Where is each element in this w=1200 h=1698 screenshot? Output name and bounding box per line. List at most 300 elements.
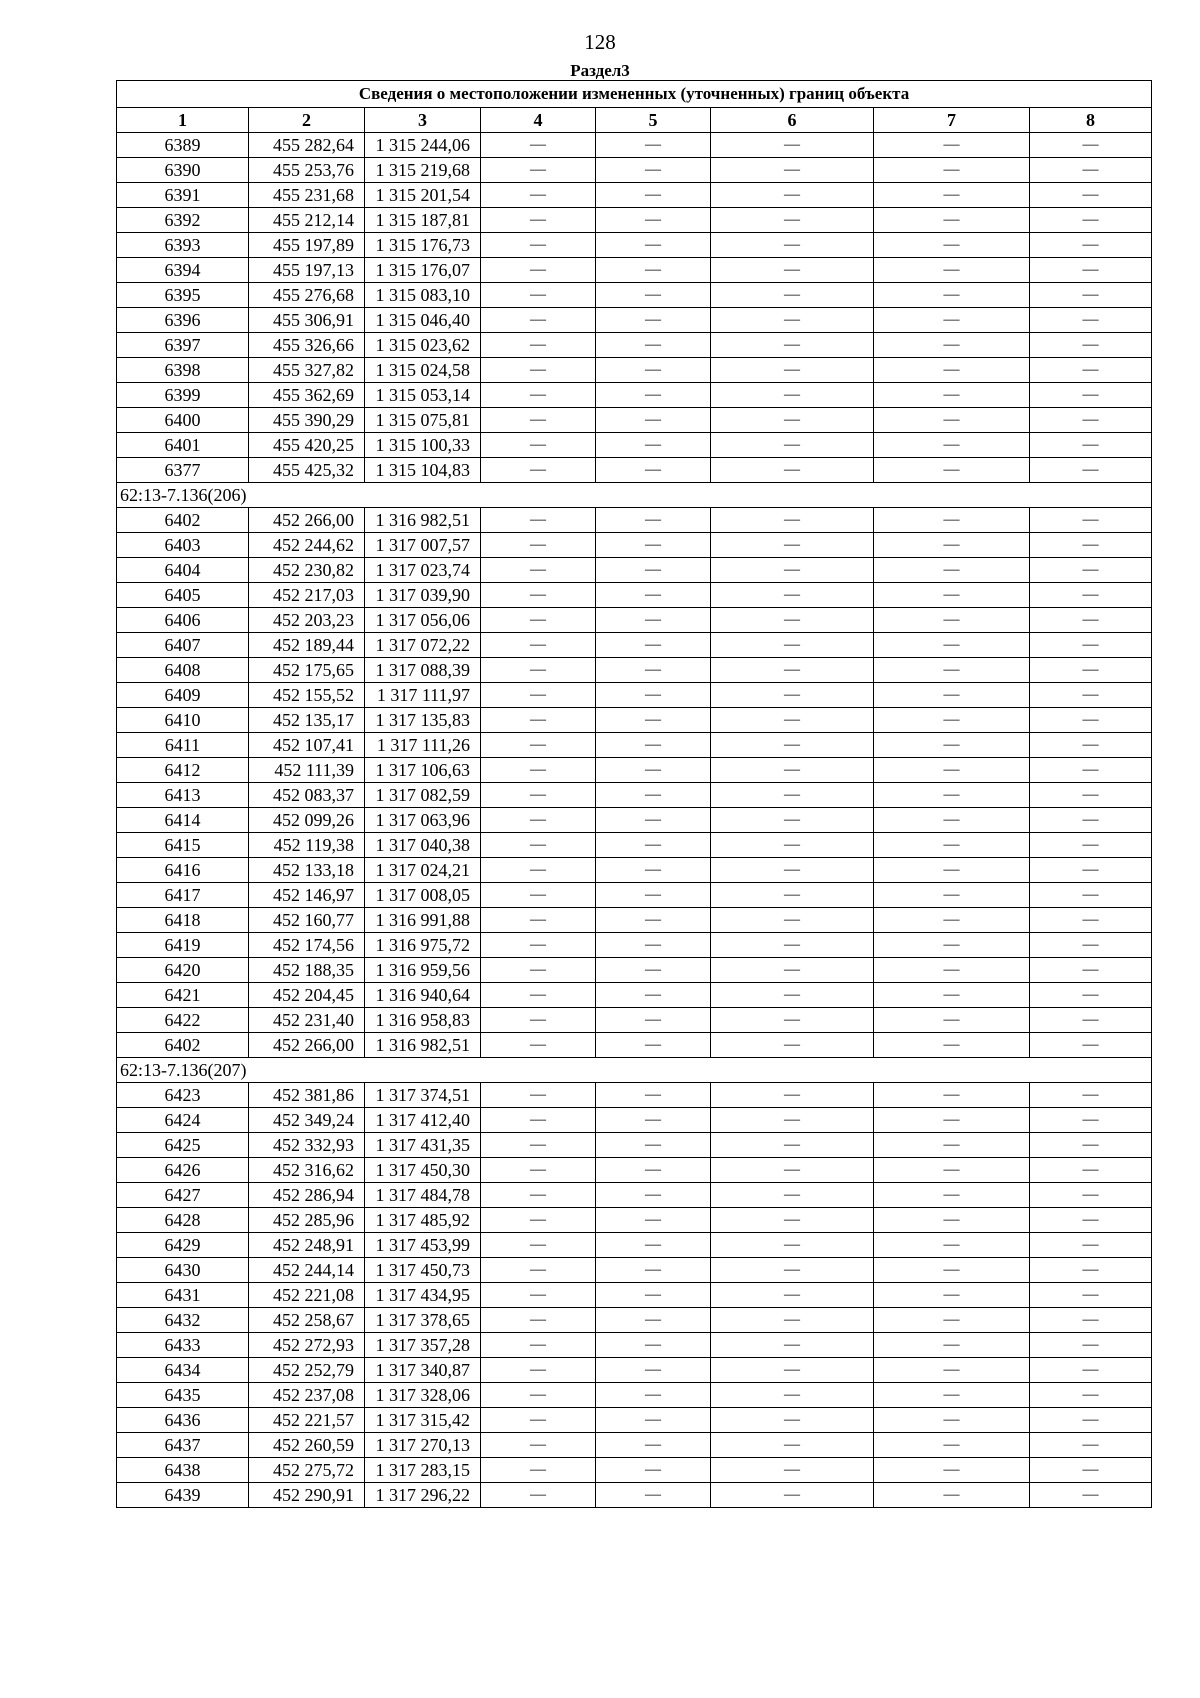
empty-value-cell: — — [481, 1033, 596, 1058]
y-coordinate-cell: 1 317 450,73 — [365, 1258, 481, 1283]
empty-value-cell: — — [596, 1458, 711, 1483]
empty-value-cell: — — [711, 1008, 874, 1033]
empty-value-cell: — — [596, 208, 711, 233]
empty-value-cell: — — [1030, 1308, 1152, 1333]
x-coordinate-cell: 452 221,57 — [249, 1408, 365, 1433]
empty-value-cell: — — [711, 833, 874, 858]
empty-value-cell: — — [874, 183, 1030, 208]
empty-value-cell: — — [874, 1333, 1030, 1358]
empty-value-cell: — — [481, 1258, 596, 1283]
x-coordinate-cell: 452 332,93 — [249, 1133, 365, 1158]
empty-value-cell: — — [481, 983, 596, 1008]
y-coordinate-cell: 1 315 187,81 — [365, 208, 481, 233]
table-row — [117, 408, 1152, 433]
x-coordinate-cell: 455 282,64 — [249, 133, 365, 158]
empty-value-cell: — — [711, 158, 874, 183]
table-row — [117, 758, 1152, 783]
x-coordinate-cell: 452 381,86 — [249, 1083, 365, 1108]
empty-value-cell: — — [1030, 583, 1152, 608]
empty-value-cell: — — [1030, 908, 1152, 933]
empty-value-cell: — — [874, 283, 1030, 308]
empty-value-cell: — — [481, 1308, 596, 1333]
empty-value-cell: — — [596, 1358, 711, 1383]
empty-value-cell: — — [481, 758, 596, 783]
empty-value-cell: — — [711, 433, 874, 458]
empty-value-cell: — — [1030, 1183, 1152, 1208]
point-number-cell: 6399 — [117, 383, 249, 408]
empty-value-cell: — — [1030, 1158, 1152, 1183]
table-row — [117, 858, 1152, 883]
empty-value-cell: — — [711, 708, 874, 733]
empty-value-cell: — — [711, 608, 874, 633]
x-coordinate-cell: 452 260,59 — [249, 1433, 365, 1458]
point-number-cell: 6413 — [117, 783, 249, 808]
empty-value-cell: — — [481, 1133, 596, 1158]
empty-value-cell: — — [874, 833, 1030, 858]
empty-value-cell: — — [1030, 1383, 1152, 1408]
table-row — [117, 833, 1152, 858]
empty-value-cell: — — [874, 333, 1030, 358]
table-row — [117, 708, 1152, 733]
empty-value-cell: — — [481, 1208, 596, 1233]
page-number: 128 — [584, 30, 616, 54]
x-coordinate-cell: 452 221,08 — [249, 1283, 365, 1308]
x-coordinate-cell: 452 316,62 — [249, 1158, 365, 1183]
empty-value-cell: — — [596, 433, 711, 458]
point-number-cell: 6400 — [117, 408, 249, 433]
empty-value-cell: — — [596, 583, 711, 608]
group-label: 62:13-7.136(206) — [117, 483, 1152, 508]
empty-value-cell: — — [1030, 133, 1152, 158]
empty-value-cell: — — [1030, 358, 1152, 383]
empty-value-cell: — — [874, 1083, 1030, 1108]
y-coordinate-cell: 1 315 083,10 — [365, 283, 481, 308]
empty-value-cell: — — [711, 1233, 874, 1258]
column-header: 1 — [117, 108, 249, 133]
y-coordinate-cell: 1 315 023,62 — [365, 333, 481, 358]
point-number-cell: 6432 — [117, 1308, 249, 1333]
empty-value-cell: — — [596, 358, 711, 383]
y-coordinate-cell: 1 316 958,83 — [365, 1008, 481, 1033]
empty-value-cell: — — [596, 1008, 711, 1033]
point-number-cell: 6434 — [117, 1358, 249, 1383]
empty-value-cell: — — [711, 683, 874, 708]
table-head — [117, 81, 1152, 133]
point-number-cell: 6436 — [117, 1408, 249, 1433]
empty-value-cell: — — [874, 958, 1030, 983]
y-coordinate-cell: 1 317 378,65 — [365, 1308, 481, 1333]
point-number-cell: 6401 — [117, 433, 249, 458]
x-coordinate-cell: 452 217,03 — [249, 583, 365, 608]
table-row — [117, 433, 1152, 458]
empty-value-cell: — — [481, 1283, 596, 1308]
table-row — [117, 1233, 1152, 1258]
empty-value-cell: — — [711, 183, 874, 208]
x-coordinate-cell: 452 248,91 — [249, 1233, 365, 1258]
empty-value-cell: — — [596, 833, 711, 858]
x-coordinate-cell: 455 253,76 — [249, 158, 365, 183]
empty-value-cell: — — [596, 1233, 711, 1258]
empty-value-cell: — — [596, 1133, 711, 1158]
empty-value-cell: — — [596, 183, 711, 208]
table-row — [117, 1383, 1152, 1408]
column-header: 4 — [481, 108, 596, 133]
y-coordinate-cell: 1 317 357,28 — [365, 1333, 481, 1358]
table-row — [117, 1158, 1152, 1183]
empty-value-cell: — — [874, 708, 1030, 733]
empty-value-cell: — — [874, 858, 1030, 883]
empty-value-cell: — — [1030, 183, 1152, 208]
empty-value-cell: — — [596, 158, 711, 183]
point-number-cell: 6391 — [117, 183, 249, 208]
table-row — [117, 1308, 1152, 1333]
empty-value-cell: — — [874, 583, 1030, 608]
y-coordinate-cell: 1 317 315,42 — [365, 1408, 481, 1433]
empty-value-cell: — — [711, 583, 874, 608]
empty-value-cell: — — [874, 1483, 1030, 1508]
empty-value-cell: — — [481, 933, 596, 958]
empty-value-cell: — — [1030, 1333, 1152, 1358]
y-coordinate-cell: 1 317 135,83 — [365, 708, 481, 733]
empty-value-cell: — — [481, 1083, 596, 1108]
table-row — [117, 983, 1152, 1008]
empty-value-cell: — — [596, 1283, 711, 1308]
point-number-cell: 6435 — [117, 1383, 249, 1408]
table-row — [117, 383, 1152, 408]
x-coordinate-cell: 452 133,18 — [249, 858, 365, 883]
empty-value-cell: — — [711, 1358, 874, 1383]
empty-value-cell: — — [481, 1408, 596, 1433]
empty-value-cell: — — [874, 758, 1030, 783]
empty-value-cell: — — [481, 708, 596, 733]
point-number-cell: 6410 — [117, 708, 249, 733]
empty-value-cell: — — [711, 133, 874, 158]
empty-value-cell: — — [481, 433, 596, 458]
empty-value-cell: — — [481, 1183, 596, 1208]
empty-value-cell: — — [1030, 708, 1152, 733]
empty-value-cell: — — [874, 658, 1030, 683]
empty-value-cell: — — [711, 1308, 874, 1333]
empty-value-cell: — — [596, 708, 711, 733]
empty-value-cell: — — [711, 383, 874, 408]
table-row — [117, 283, 1152, 308]
empty-value-cell: — — [481, 858, 596, 883]
empty-value-cell: — — [481, 583, 596, 608]
empty-value-cell: — — [1030, 1208, 1152, 1233]
empty-value-cell: — — [711, 1483, 874, 1508]
x-coordinate-cell: 455 420,25 — [249, 433, 365, 458]
empty-value-cell: — — [874, 133, 1030, 158]
empty-value-cell: — — [596, 1433, 711, 1458]
empty-value-cell: — — [481, 283, 596, 308]
empty-value-cell: — — [1030, 1258, 1152, 1283]
point-number-cell: 6408 — [117, 658, 249, 683]
empty-value-cell: — — [481, 733, 596, 758]
y-coordinate-cell: 1 315 176,07 — [365, 258, 481, 283]
x-coordinate-cell: 452 174,56 — [249, 933, 365, 958]
empty-value-cell: — — [596, 408, 711, 433]
empty-value-cell: — — [711, 233, 874, 258]
point-number-cell: 6439 — [117, 1483, 249, 1508]
x-coordinate-cell: 452 266,00 — [249, 508, 365, 533]
point-number-cell: 6424 — [117, 1108, 249, 1133]
empty-value-cell: — — [874, 533, 1030, 558]
empty-value-cell: — — [1030, 408, 1152, 433]
y-coordinate-cell: 1 317 485,92 — [365, 1208, 481, 1233]
x-coordinate-cell: 452 231,40 — [249, 1008, 365, 1033]
column-header: 6 — [711, 108, 874, 133]
empty-value-cell: — — [874, 233, 1030, 258]
empty-value-cell: — — [596, 808, 711, 833]
empty-value-cell: — — [481, 208, 596, 233]
empty-value-cell: — — [874, 1433, 1030, 1458]
x-coordinate-cell: 452 155,52 — [249, 683, 365, 708]
point-number-cell: 6395 — [117, 283, 249, 308]
x-coordinate-cell: 452 119,38 — [249, 833, 365, 858]
y-coordinate-cell: 1 317 340,87 — [365, 1358, 481, 1383]
y-coordinate-cell: 1 316 982,51 — [365, 1033, 481, 1058]
empty-value-cell: — — [711, 1183, 874, 1208]
table-row — [117, 133, 1152, 158]
point-number-cell: 6396 — [117, 308, 249, 333]
empty-value-cell: — — [596, 533, 711, 558]
empty-value-cell: — — [874, 1383, 1030, 1408]
table-row — [117, 183, 1152, 208]
table-row — [117, 533, 1152, 558]
x-coordinate-cell: 452 203,23 — [249, 608, 365, 633]
point-number-cell: 6402 — [117, 508, 249, 533]
empty-value-cell: — — [874, 408, 1030, 433]
empty-value-cell: — — [711, 283, 874, 308]
empty-value-cell: — — [1030, 958, 1152, 983]
empty-value-cell: — — [1030, 1483, 1152, 1508]
table-row — [117, 658, 1152, 683]
empty-value-cell: — — [481, 158, 596, 183]
empty-value-cell: — — [1030, 633, 1152, 658]
table-row — [117, 808, 1152, 833]
empty-value-cell: — — [481, 1008, 596, 1033]
x-coordinate-cell: 452 286,94 — [249, 1183, 365, 1208]
table-row — [117, 358, 1152, 383]
empty-value-cell: — — [874, 1233, 1030, 1258]
table-row — [117, 1108, 1152, 1133]
column-header: 8 — [1030, 108, 1152, 133]
x-coordinate-cell: 452 160,77 — [249, 908, 365, 933]
y-coordinate-cell: 1 316 991,88 — [365, 908, 481, 933]
table-row — [117, 1258, 1152, 1283]
empty-value-cell: — — [874, 1208, 1030, 1233]
empty-value-cell: — — [711, 958, 874, 983]
empty-value-cell: — — [596, 1183, 711, 1208]
x-coordinate-cell: 452 285,96 — [249, 1208, 365, 1233]
y-coordinate-cell: 1 315 053,14 — [365, 383, 481, 408]
empty-value-cell: — — [596, 333, 711, 358]
empty-value-cell: — — [1030, 1008, 1152, 1033]
empty-value-cell: — — [481, 1383, 596, 1408]
empty-value-cell: — — [596, 1208, 711, 1233]
empty-value-cell: — — [481, 1358, 596, 1383]
x-coordinate-cell: 452 175,65 — [249, 658, 365, 683]
empty-value-cell: — — [1030, 1233, 1152, 1258]
y-coordinate-cell: 1 317 063,96 — [365, 808, 481, 833]
empty-value-cell: — — [481, 633, 596, 658]
column-header: 7 — [874, 108, 1030, 133]
empty-value-cell: — — [1030, 458, 1152, 483]
empty-value-cell: — — [711, 758, 874, 783]
empty-value-cell: — — [596, 1108, 711, 1133]
x-coordinate-cell: 455 306,91 — [249, 308, 365, 333]
column-header: 5 — [596, 108, 711, 133]
empty-value-cell: — — [1030, 733, 1152, 758]
point-number-cell: 6433 — [117, 1333, 249, 1358]
table-body — [117, 133, 1152, 1508]
y-coordinate-cell: 1 316 940,64 — [365, 983, 481, 1008]
x-coordinate-cell: 452 290,91 — [249, 1483, 365, 1508]
empty-value-cell: — — [711, 1133, 874, 1158]
table-row — [117, 233, 1152, 258]
y-coordinate-cell: 1 317 106,63 — [365, 758, 481, 783]
y-coordinate-cell: 1 316 975,72 — [365, 933, 481, 958]
x-coordinate-cell: 452 083,37 — [249, 783, 365, 808]
empty-value-cell: — — [711, 1108, 874, 1133]
y-coordinate-cell: 1 317 008,05 — [365, 883, 481, 908]
empty-value-cell: — — [1030, 933, 1152, 958]
y-coordinate-cell: 1 317 007,57 — [365, 533, 481, 558]
table-title: Сведения о местоположении измененных (уточненных) границ объекта — [117, 81, 1152, 108]
x-coordinate-cell: 455 276,68 — [249, 283, 365, 308]
y-coordinate-cell: 1 317 412,40 — [365, 1108, 481, 1133]
y-coordinate-cell: 1 315 104,83 — [365, 458, 481, 483]
empty-value-cell: — — [711, 808, 874, 833]
table-row — [117, 1458, 1152, 1483]
y-coordinate-cell: 1 317 328,06 — [365, 1383, 481, 1408]
empty-value-cell: — — [596, 933, 711, 958]
empty-value-cell: — — [1030, 283, 1152, 308]
empty-value-cell: — — [1030, 1283, 1152, 1308]
empty-value-cell: — — [874, 1258, 1030, 1283]
y-coordinate-cell: 1 315 201,54 — [365, 183, 481, 208]
empty-value-cell: — — [874, 1158, 1030, 1183]
table-row — [117, 1208, 1152, 1233]
empty-value-cell: — — [1030, 983, 1152, 1008]
empty-value-cell: — — [874, 933, 1030, 958]
empty-value-cell: — — [711, 1033, 874, 1058]
empty-value-cell: — — [874, 1358, 1030, 1383]
table-row — [117, 583, 1152, 608]
point-number-cell: 6405 — [117, 583, 249, 608]
table-row — [117, 1483, 1152, 1508]
x-coordinate-cell: 455 326,66 — [249, 333, 365, 358]
empty-value-cell: — — [596, 633, 711, 658]
empty-value-cell: — — [874, 558, 1030, 583]
empty-value-cell: — — [596, 1158, 711, 1183]
empty-value-cell: — — [711, 783, 874, 808]
empty-value-cell: — — [874, 883, 1030, 908]
x-coordinate-cell: 452 099,26 — [249, 808, 365, 833]
point-number-cell: 6409 — [117, 683, 249, 708]
column-number-row — [117, 108, 1152, 133]
empty-value-cell: — — [874, 258, 1030, 283]
empty-value-cell: — — [596, 858, 711, 883]
table-row — [117, 908, 1152, 933]
table-row — [117, 1408, 1152, 1433]
empty-value-cell: — — [596, 458, 711, 483]
empty-value-cell: — — [874, 1133, 1030, 1158]
empty-value-cell: — — [874, 608, 1030, 633]
empty-value-cell: — — [481, 558, 596, 583]
empty-value-cell: — — [1030, 383, 1152, 408]
empty-value-cell: — — [874, 1033, 1030, 1058]
table-row — [117, 208, 1152, 233]
empty-value-cell: — — [596, 383, 711, 408]
point-number-cell: 6415 — [117, 833, 249, 858]
empty-value-cell: — — [1030, 833, 1152, 858]
y-coordinate-cell: 1 317 056,06 — [365, 608, 481, 633]
x-coordinate-cell: 455 327,82 — [249, 358, 365, 383]
y-coordinate-cell: 1 317 072,22 — [365, 633, 481, 658]
y-coordinate-cell: 1 317 082,59 — [365, 783, 481, 808]
point-number-cell: 6431 — [117, 1283, 249, 1308]
empty-value-cell: — — [596, 658, 711, 683]
point-number-cell: 6427 — [117, 1183, 249, 1208]
point-number-cell: 6428 — [117, 1208, 249, 1233]
empty-value-cell: — — [1030, 1358, 1152, 1383]
y-coordinate-cell: 1 317 111,97 — [365, 683, 481, 708]
x-coordinate-cell: 455 362,69 — [249, 383, 365, 408]
table-row — [117, 508, 1152, 533]
empty-value-cell: — — [481, 1233, 596, 1258]
x-coordinate-cell: 455 197,89 — [249, 233, 365, 258]
empty-value-cell: — — [481, 808, 596, 833]
empty-value-cell: — — [481, 833, 596, 858]
x-coordinate-cell: 452 266,00 — [249, 1033, 365, 1058]
table-row — [117, 783, 1152, 808]
empty-value-cell: — — [1030, 233, 1152, 258]
x-coordinate-cell: 452 146,97 — [249, 883, 365, 908]
empty-value-cell: — — [711, 208, 874, 233]
point-number-cell: 6425 — [117, 1133, 249, 1158]
table-row — [117, 1008, 1152, 1033]
empty-value-cell: — — [481, 233, 596, 258]
point-number-cell: 6389 — [117, 133, 249, 158]
table-row — [117, 1083, 1152, 1108]
empty-value-cell: — — [1030, 158, 1152, 183]
empty-value-cell: — — [481, 883, 596, 908]
empty-value-cell: — — [596, 558, 711, 583]
empty-value-cell: — — [596, 1083, 711, 1108]
empty-value-cell: — — [481, 608, 596, 633]
x-coordinate-cell: 455 231,68 — [249, 183, 365, 208]
empty-value-cell: — — [711, 408, 874, 433]
empty-value-cell: — — [711, 1208, 874, 1233]
x-coordinate-cell: 452 204,45 — [249, 983, 365, 1008]
empty-value-cell: — — [481, 1108, 596, 1133]
empty-value-cell: — — [481, 958, 596, 983]
point-number-cell: 6407 — [117, 633, 249, 658]
point-number-cell: 6416 — [117, 858, 249, 883]
empty-value-cell: — — [481, 1483, 596, 1508]
empty-value-cell: — — [481, 533, 596, 558]
point-number-cell: 6390 — [117, 158, 249, 183]
table-row — [117, 933, 1152, 958]
empty-value-cell: — — [481, 458, 596, 483]
empty-value-cell: — — [711, 908, 874, 933]
empty-value-cell: — — [481, 333, 596, 358]
empty-value-cell: — — [596, 783, 711, 808]
empty-value-cell: — — [1030, 1083, 1152, 1108]
empty-value-cell: — — [874, 633, 1030, 658]
empty-value-cell: — — [1030, 608, 1152, 633]
